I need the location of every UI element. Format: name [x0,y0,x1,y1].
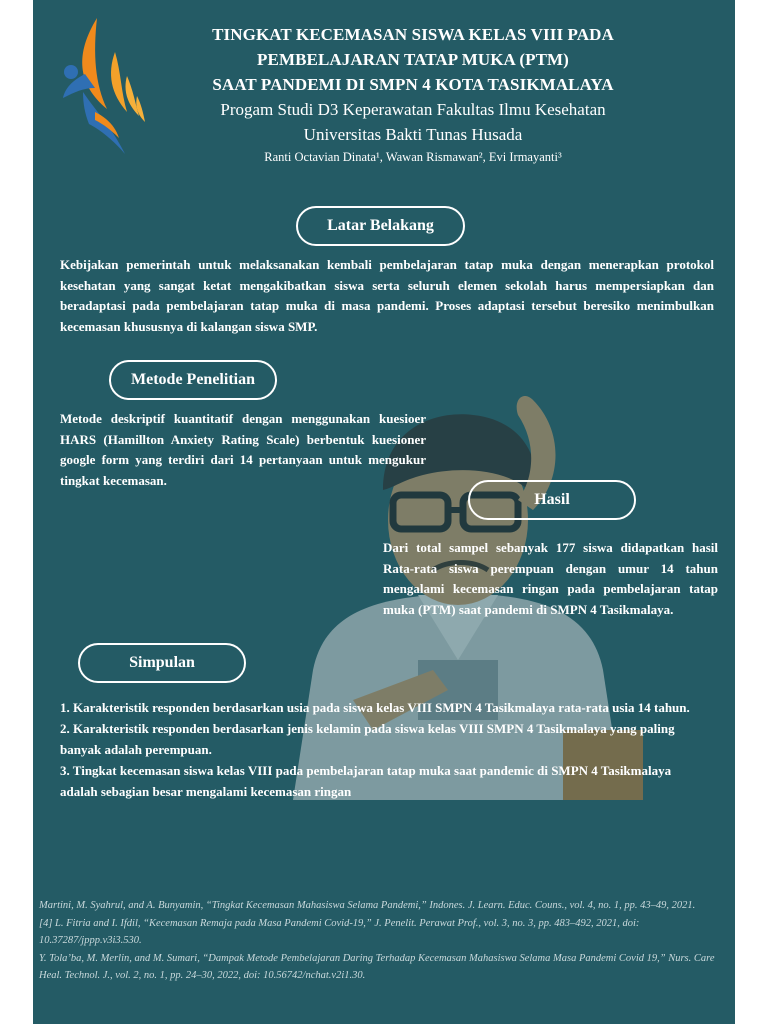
university-logo-icon [55,14,147,160]
header [183,22,643,166]
simpulan-list [60,697,690,802]
simpulan-item: 1. Karakteristik responden berdasarkan usia pada siswa kelas VIII SMPN 4 Tasikmalaya rata-rata usia 14 tahun. [60,700,690,715]
poster-title-line-1: TINGKAT KECEMASAN SISWA KELAS VIII PADA [212,25,614,44]
hasil-text: Dari total sampel sebanyak 177 siswa didapatkan hasil Rata-rata siswa perempuan dengan umur 14 tahun mengalami kecemasan ringan pada pembelajaran tatap muka (PTM) saat pandemi di SMPN 4 Tasikmalaya. [383,540,718,617]
latar-belakang-text: Kebijakan pemerintah untuk melaksanakan kembali pembelajaran tatap muka dengan menerapkan protokol kesehatan yang sangat ketat mengakibatkan siswa serta seluruh elemen sekolah harus mempersiapkan dan beradaptasi pada pembelajaran tatap muka di masa pandemi. Proses adaptasi tersebut beresiko menimbulkan kecemasan khususnya di kalangan siswa SMP. [60,257,714,334]
authors: Ranti Octavian Dinata¹, Wawan Rismawan², Evi Irmayanti³ [264,150,562,164]
metode-penelitian-text: Metode deskriptif kuantitatif dengan menggunakan kuesioer HARS (Hamillton Anxiety Rating Scale) berbentuk kuesioner google form yang terdiri dari 14 pertanyaan untuk mengukur tingkat kecemasan. [60,411,426,488]
latar-belakang-heading: Latar Belakang [296,206,465,246]
simpulan-heading: Simpulan [78,643,246,683]
metode-penelitian-heading: Metode Penelitian [109,360,277,400]
poster-title-line-2: PEMBELAJARAN TATAP MUKA (PTM) [257,50,569,69]
poster [33,0,735,1024]
reference-item: [4] L. Fitria and I. Ifdil, “Kecemasan Remaja pada Masa Pandemi Covid-19,” J. Penelit. Perawat Prof., vol. 3, no. 3, pp. 483–492, 2021, doi: 10.37287/jppp.v3i3.530. [39,917,640,946]
reference-item: Martini, M. Syahrul, and A. Bunyamin, “Tingkat Kecemasan Mahasiswa Selama Pandemi,” Indones. J. Learn. Educ. Couns., vol. 4, no. 1, pp. 43–49, 2021. [39,900,696,911]
university-name: Universitas Bakti Tunas Husada [303,125,523,144]
poster-title-line-3: SAAT PANDEMI DI SMPN 4 KOTA TASIKMALAYA [212,75,614,94]
simpulan-item: 2. Karakteristik responden berdasarkan jenis kelamin pada siswa kelas VIII SMPN 4 Tasikmalaya yang paling banyak adalah perempuan. [60,721,675,757]
hasil-heading: Hasil [468,480,636,520]
program-name: Progam Studi D3 Keperawatan Fakultas Ilmu Kesehatan [220,100,606,119]
reference-item: Y. Tola’ba, M. Merlin, and M. Sumari, “Dampak Metode Pembelajaran Daring Terhadap Kecemasan Mahasiswa Selama Masa Pandemi Covid 19,” Nurs. Care Heal. Technol. J., vol. 2, no. 1, pp. 24–30, 2022, doi: 10.56742/nchat.v2i1.30. [39,952,715,981]
simpulan-item: 3. Tingkat kecemasan siswa kelas VIII pada pembelajaran tatap muka saat pandemic di SMPN 4 Tasikmalaya adalah sebagian besar mengalami kecemasan ringan [60,763,672,799]
references [39,897,725,985]
